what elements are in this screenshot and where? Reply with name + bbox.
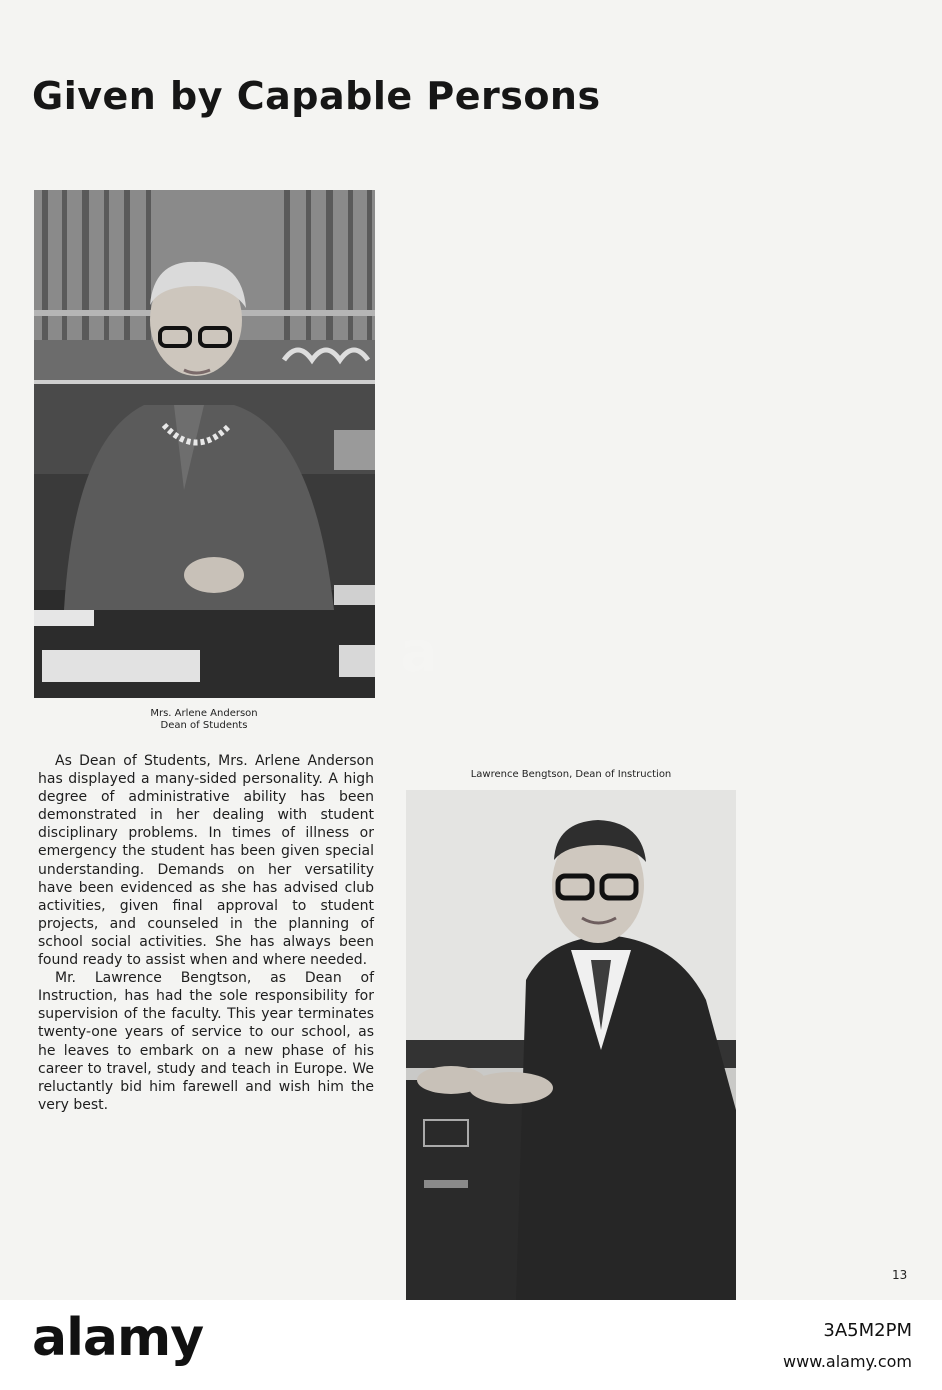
stock-url[interactable]: www.alamy.com — [783, 1352, 912, 1371]
stock-logo: alamy — [32, 1308, 204, 1368]
anderson-photo — [34, 190, 375, 698]
anderson-caption — [94, 708, 314, 732]
anderson-caption-name: Mrs. Arlene Anderson — [150, 708, 258, 719]
article-paragraph-bengtson: Mr. Lawrence Bengtson, as Dean of Instruction, has had the sole responsibility for supervision of the faculty. This year terminates twenty-one years of service to our school, as he leaves to embark on a new phase of his career to travel, study and teach in Europe. We reluctantly bid him farewell and wish him the very best. — [38, 970, 374, 1113]
file-cabinet — [406, 1080, 526, 1300]
bengtson-photo — [406, 790, 736, 1300]
watermark: a — [400, 620, 438, 685]
page-number: 13 — [892, 1268, 908, 1282]
bengtson-caption: Lawrence Bengtson, Dean of Instruction — [470, 769, 672, 780]
article-body — [38, 752, 374, 1114]
anderson-caption-title: Dean of Students — [160, 720, 248, 731]
article-paragraph-anderson: As Dean of Students, Mrs. Arlene Anderson has displayed a many-sided personality. A high degree of administrative ability has been demonstrated in her dealing with student disciplinary problems. In times of illness or emergency the student has been given special understanding. Demands on her versatility have been evidenced as she has advised club activities, given final approval to student projects, and counseled in the planning of school social activities. She has always been found ready to assist when and where needed. — [38, 753, 374, 969]
page-title: Given by Capable Persons — [32, 74, 601, 118]
stock-image-id: 3A5M2PM — [823, 1320, 912, 1341]
